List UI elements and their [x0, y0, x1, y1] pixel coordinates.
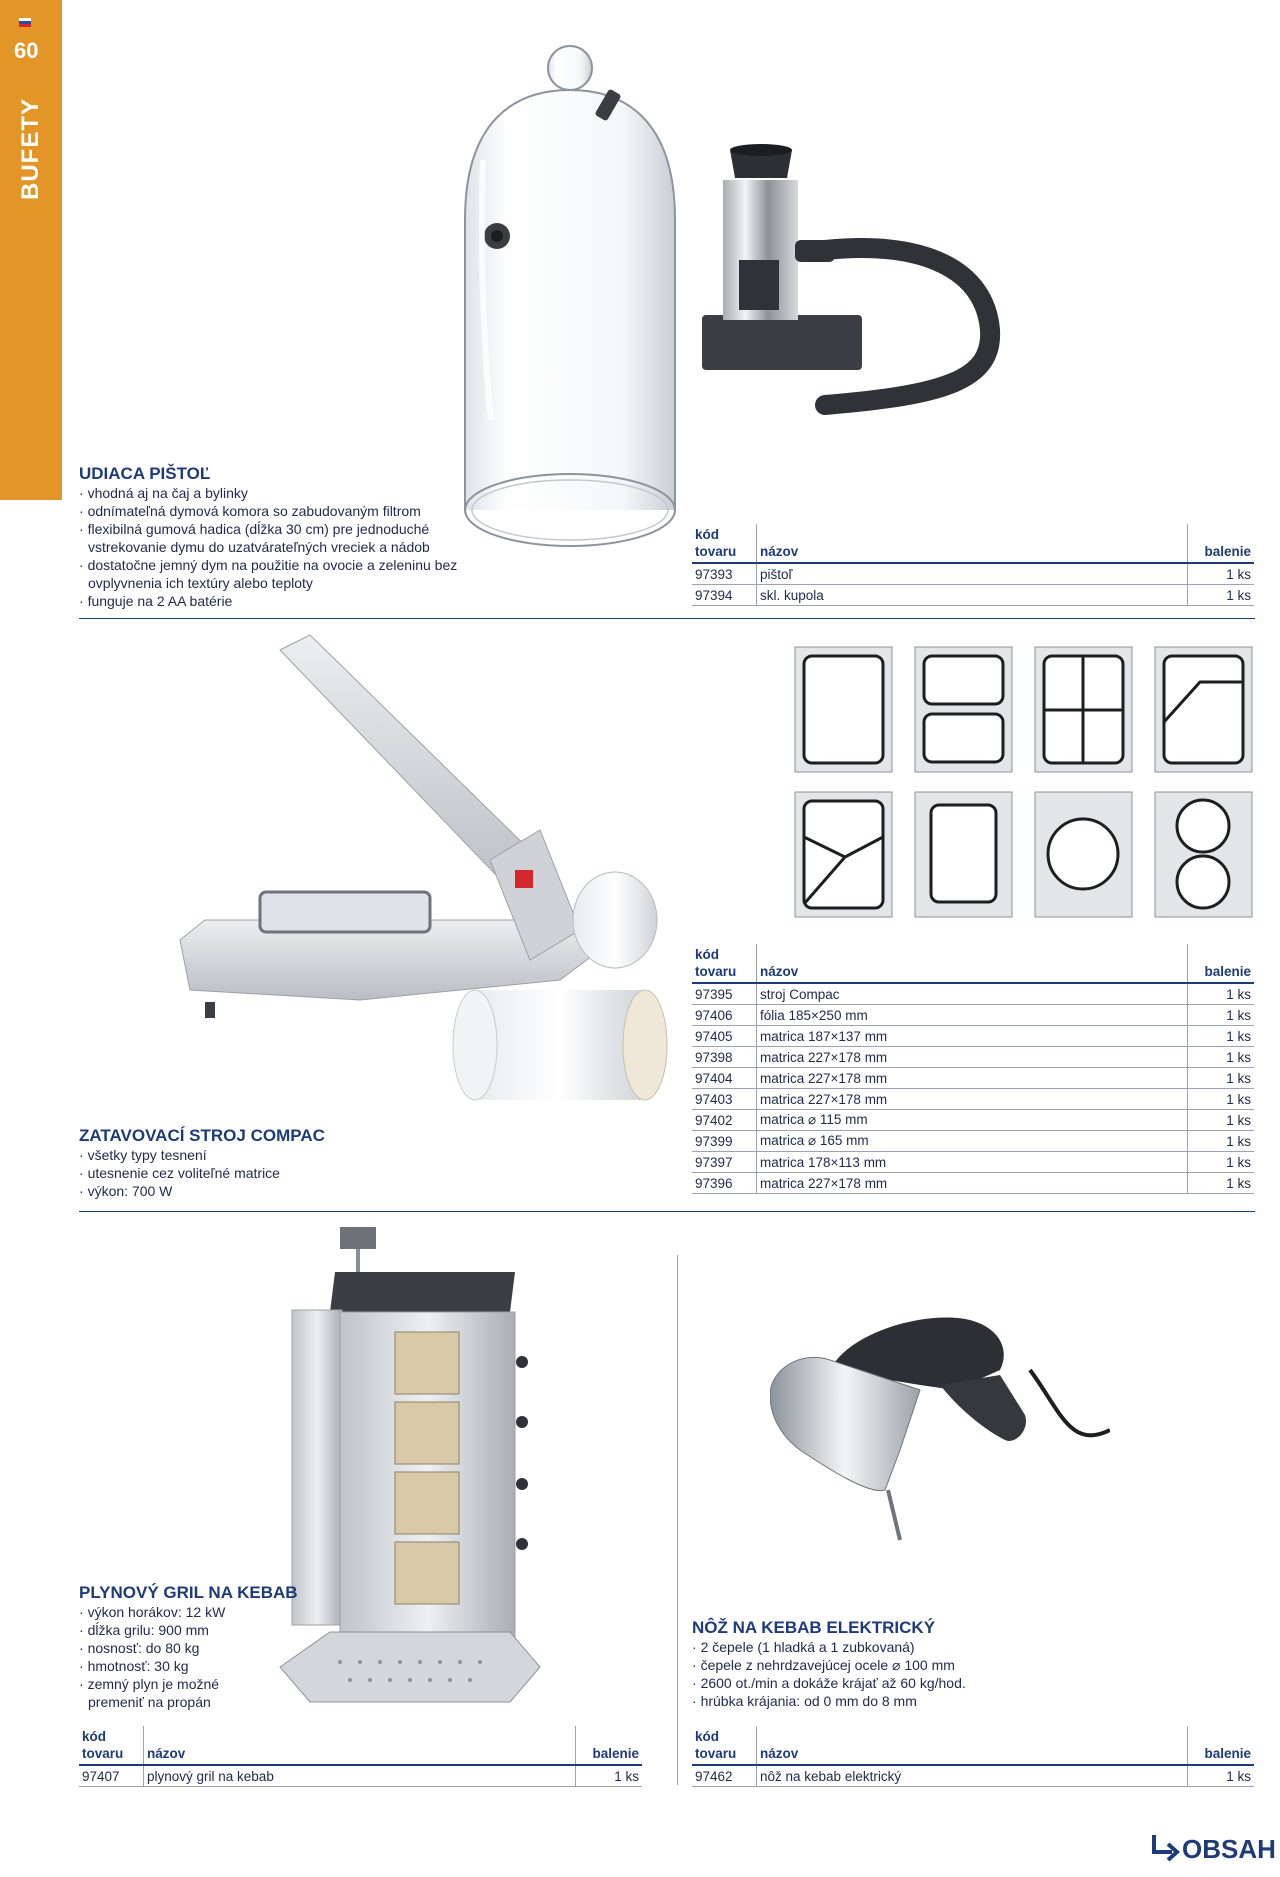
knife-product-table [692, 1726, 1254, 1787]
col-pack: balenie [1188, 1726, 1255, 1765]
sealer-product-table [692, 944, 1254, 1194]
column-divider [677, 1255, 678, 1785]
product-code: 97397 [692, 1152, 757, 1173]
feature-item: · výkon: 700 W [79, 1182, 459, 1200]
product-name: matrica 187×137 mm [757, 1026, 1188, 1047]
product-name: skl. kupola [757, 585, 1188, 606]
smoker-title: UDIACA PIŠTOĽ [79, 464, 211, 483]
smoking-gun-image [695, 140, 1005, 420]
product-pack: 1 ks [1188, 1089, 1255, 1110]
glass-dome-image [455, 40, 685, 550]
product-pack: 1 ks [1188, 1765, 1255, 1787]
table-row [692, 1173, 1254, 1194]
table-row [692, 1047, 1254, 1068]
feature-item: · funguje na 2 AA batérie [79, 592, 459, 610]
section-tab [0, 0, 62, 500]
col-code: kód tovaru [692, 524, 757, 563]
product-code: 97393 [692, 563, 757, 585]
section-divider [79, 1211, 1255, 1212]
product-name: plynový gril na kebab [144, 1765, 576, 1787]
product-name: matrica 227×178 mm [757, 1047, 1188, 1068]
product-code: 97407 [79, 1765, 144, 1787]
table-row [692, 1131, 1254, 1152]
table-row [692, 1089, 1254, 1110]
product-name: pištoľ [757, 563, 1188, 585]
feature-item: · všetky typy tesnení [79, 1146, 459, 1164]
col-pack: balenie [1188, 524, 1255, 563]
return-arrow-icon [1148, 1832, 1182, 1866]
col-code: kód tovaru [692, 1726, 757, 1765]
product-code: 97403 [692, 1089, 757, 1110]
section-title: BUFETY [17, 98, 44, 200]
table-row [692, 563, 1254, 585]
product-name: nôž na kebab elektrický [757, 1765, 1188, 1787]
product-code: 97394 [692, 585, 757, 606]
product-code: 97402 [692, 1110, 757, 1131]
product-code: 97398 [692, 1047, 757, 1068]
col-name: názov [757, 1726, 1188, 1765]
table-row [692, 1005, 1254, 1026]
product-pack: 1 ks [576, 1765, 643, 1787]
sealer-title: ZATAVOVACÍ STROJ COMPAC [79, 1126, 325, 1145]
col-pack: balenie [1188, 944, 1255, 983]
product-name: matrica 178×113 mm [757, 1152, 1188, 1173]
product-pack: 1 ks [1188, 1173, 1255, 1194]
table-row [692, 1765, 1254, 1787]
table-row [692, 983, 1254, 1005]
grill-product-table [79, 1726, 642, 1787]
product-name: matrica 227×178 mm [757, 1173, 1188, 1194]
product-code: 97395 [692, 983, 757, 1005]
product-code: 97405 [692, 1026, 757, 1047]
sealing-machine-image [160, 630, 690, 1190]
feature-item: · odnímateľná dymová komora so zabudovaným filtrom [79, 502, 459, 520]
product-pack: 1 ks [1188, 585, 1255, 606]
col-name: názov [144, 1726, 576, 1765]
product-pack: 1 ks [1188, 563, 1255, 585]
grill-feature-list [79, 1603, 239, 1711]
smoker-feature-list [79, 484, 459, 610]
col-code: kód tovaru [692, 944, 757, 983]
feature-item: · utesnenie cez voliteľné matrice [79, 1164, 459, 1182]
col-name: názov [757, 944, 1188, 983]
product-pack: 1 ks [1188, 983, 1255, 1005]
feature-item: · hmotnosť: 30 kg [79, 1657, 239, 1675]
section-divider [79, 618, 1255, 619]
product-pack: 1 ks [1188, 1110, 1255, 1131]
smoker-product-table [692, 524, 1254, 606]
product-code: 97406 [692, 1005, 757, 1026]
product-pack: 1 ks [1188, 1005, 1255, 1026]
feature-item: · dostatočne jemný dym na použitie na ovocie a zeleninu bez ovplyvnenia ich textúry alebo teploty [79, 556, 459, 592]
feature-item: · vhodná aj na čaj a bylinky [79, 484, 459, 502]
contents-label: OBSAH [1182, 1833, 1276, 1864]
product-pack: 1 ks [1188, 1047, 1255, 1068]
table-row [692, 1026, 1254, 1047]
sealer-feature-list [79, 1146, 459, 1200]
product-code: 97396 [692, 1173, 757, 1194]
kebab-knife-image [770, 1290, 1110, 1570]
feature-item: · hrúbka krájania: od 0 mm do 8 mm [692, 1692, 1022, 1710]
feature-item: · výkon horákov: 12 kW [79, 1603, 239, 1621]
product-name: fólia 185×250 mm [757, 1005, 1188, 1026]
grill-title: PLYNOVÝ GRIL NA KEBAB [79, 1583, 298, 1602]
product-code: 97399 [692, 1131, 757, 1152]
contents-link[interactable] [1148, 1832, 1276, 1866]
product-code: 97462 [692, 1765, 757, 1787]
feature-item: · čepele z nehrdzavejúcej ocele ⌀ 100 mm [692, 1656, 1022, 1674]
feature-item: · flexibilná gumová hadica (dĺžka 30 cm) pre jednoduché vstrekovanie dymu do uzatvárateľných vreciek a nádob [79, 520, 459, 556]
slovak-flag-icon [19, 18, 31, 27]
product-pack: 1 ks [1188, 1131, 1255, 1152]
kebab-grill-image [270, 1222, 550, 1712]
product-name: matrica ⌀ 165 mm [757, 1131, 1188, 1152]
col-name: názov [757, 524, 1188, 563]
product-pack: 1 ks [1188, 1068, 1255, 1089]
product-name: stroj Compac [757, 983, 1188, 1005]
table-row [692, 1152, 1254, 1173]
table-row [79, 1765, 642, 1787]
product-name: matrica 227×178 mm [757, 1089, 1188, 1110]
table-row [692, 585, 1254, 606]
col-code: kód tovaru [79, 1726, 144, 1765]
table-row [692, 1068, 1254, 1089]
feature-item: · dĺžka grilu: 900 mm [79, 1621, 239, 1639]
col-pack: balenie [576, 1726, 643, 1765]
page-number: 60 [14, 38, 39, 63]
product-name: matrica ⌀ 115 mm [757, 1110, 1188, 1131]
feature-item: · 2 čepele (1 hladká a 1 zubkovaná) [692, 1638, 1022, 1656]
product-name: matrica 227×178 mm [757, 1068, 1188, 1089]
sealing-matrices-image [790, 642, 1280, 932]
feature-item: · 2600 ot./min a dokáže krájať až 60 kg/hod. [692, 1674, 1022, 1692]
feature-item: · nosnosť: do 80 kg [79, 1639, 239, 1657]
product-pack: 1 ks [1188, 1026, 1255, 1047]
knife-title: NÔŽ NA KEBAB ELEKTRICKÝ [692, 1618, 936, 1637]
product-code: 97404 [692, 1068, 757, 1089]
product-pack: 1 ks [1188, 1152, 1255, 1173]
feature-item: · zemný plyn je možné premeniť na propán [79, 1675, 239, 1711]
table-row [692, 1110, 1254, 1131]
knife-feature-list [692, 1638, 1022, 1710]
